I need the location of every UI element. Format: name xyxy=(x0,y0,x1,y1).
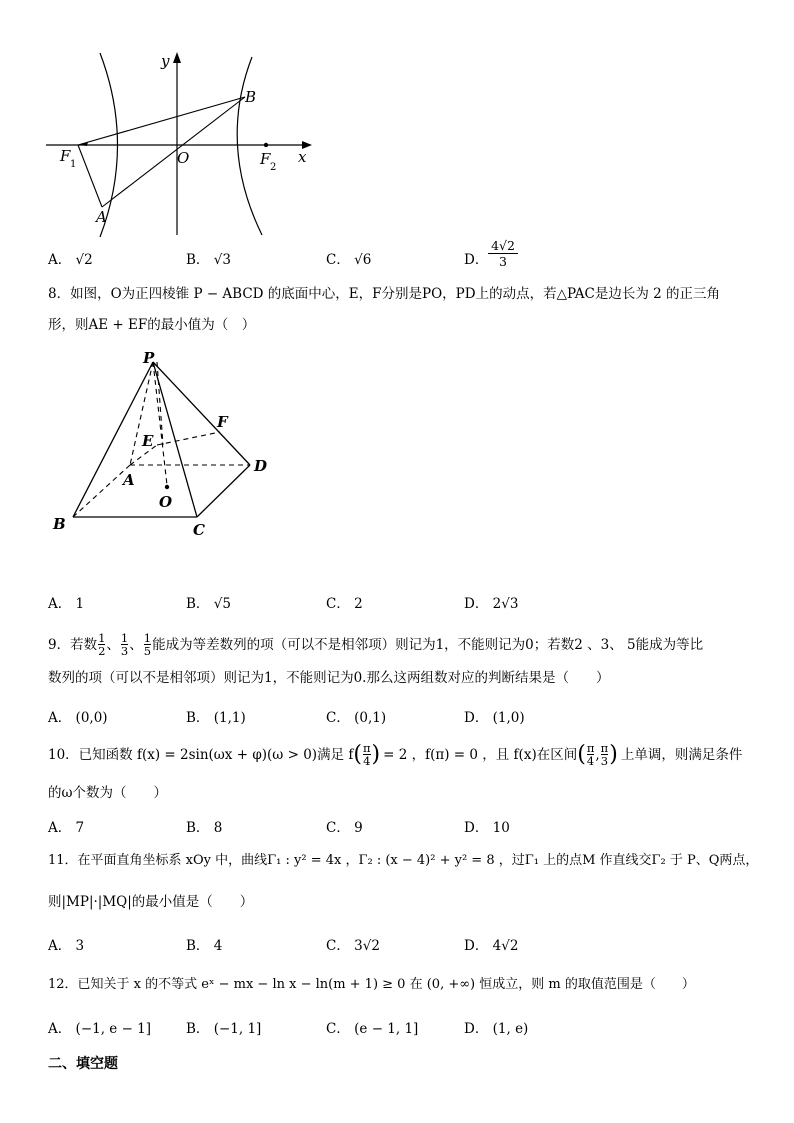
q11-stem-line2: 则|MP|·|MQ|的最小值是（ ） xyxy=(48,894,254,910)
q11-option-b: B． 4 xyxy=(186,938,223,954)
center-o-label: O xyxy=(159,493,173,511)
q9-frac-2: 1 3 xyxy=(120,631,129,658)
q10-stem-line1: 10．已知函数 f(x) = 2sin(ωx + φ)(ω > 0)满足 f ( π 4 ) = 2 ，f(π) = 0 ，且 f(x)在区间 ( π 4 , π 3 ) 上单调，则满足条件 xyxy=(48,741,743,768)
vertex-b-label: B xyxy=(53,515,66,533)
q9-option-a: A． (0,0) xyxy=(48,710,108,726)
q12-option-b: B． (−1, 1] xyxy=(186,1021,262,1037)
q11-option-a: A． 3 xyxy=(48,938,85,954)
hyperbola-figure xyxy=(40,45,330,240)
focus-f2-label: F xyxy=(260,150,271,168)
q10-option-a: A． 7 xyxy=(48,820,85,836)
q10-frac-pi-4: π 4 xyxy=(362,741,371,768)
q10-frac-pi-3: π 3 xyxy=(600,741,609,768)
point-e-label: E xyxy=(142,432,154,450)
q10-stem-line2: 的ω个数为（ ） xyxy=(48,785,168,801)
q9-frac-3: 1 5 xyxy=(143,631,152,658)
q11-option-c: C． 3√2 xyxy=(326,938,380,954)
x-axis-label: x xyxy=(298,148,307,166)
q7-option-b: B． √3 xyxy=(186,252,231,268)
q10-frac-pi-4b: π 4 xyxy=(586,741,595,768)
origin-label: O xyxy=(177,149,190,167)
q9-option-b: B． (1,1) xyxy=(186,710,246,726)
q8-stem-line1: 8．如图，O为正四棱锥 P − ABCD 的底面中心，E，F分别是PO，PD上的动点，若△PAC是边长为 2 的正三角 xyxy=(48,286,721,302)
q7-option-a: A． √2 xyxy=(48,252,93,268)
q9-option-d: D． (1,0) xyxy=(464,710,525,726)
focus-f1-label: F xyxy=(60,147,71,165)
point-f-label: F xyxy=(217,413,228,431)
q12-option-a: A． (−1, e − 1] xyxy=(48,1021,152,1037)
q12-option-c: C． (e − 1, 1] xyxy=(326,1021,419,1037)
point-b-label: B xyxy=(245,88,257,106)
q10-option-d: D． 10 xyxy=(464,820,510,836)
q11-option-d: D． 4√2 xyxy=(464,938,519,954)
vertex-a-label: A xyxy=(123,471,135,489)
q7-option-d: D． xyxy=(464,252,489,268)
q8-stem-line2: 形，则AE + EF的最小值为（ ） xyxy=(48,317,256,333)
point-a-label: A xyxy=(96,208,107,226)
q8-option-d: D． 2√3 xyxy=(464,596,519,612)
q8-option-a: A． 1 xyxy=(48,596,85,612)
focus-f2-sub: 2 xyxy=(270,162,277,173)
q9-stem-line2: 数列的项（可以不是相邻项）则记为1，不能则记为0.那么这两组数对应的判断结果是（ ） xyxy=(48,670,610,686)
q9-option-c: C． (0,1) xyxy=(326,710,387,726)
pyramid-figure xyxy=(45,345,285,545)
q7-option-c: C． √6 xyxy=(326,252,372,268)
vertex-p-label: P xyxy=(143,349,155,367)
vertex-c-label: C xyxy=(193,521,205,539)
q12-stem-line1: 12．已知关于 x 的不等式 eˣ − mx − ln x − ln(m + 1) ≥ 0 在 (0, +∞) 恒成立，则 m 的取值范围是（ ） xyxy=(48,977,695,992)
q12-option-d: D． (1, e) xyxy=(464,1021,529,1037)
vertex-d-label: D xyxy=(254,457,268,475)
focus-f1-sub: 1 xyxy=(70,159,77,170)
y-axis-label: y xyxy=(161,52,170,70)
q7-option-d-fraction: 4√2 3 xyxy=(488,238,518,269)
q8-option-b: B． √5 xyxy=(186,596,231,612)
q8-option-c: C． 2 xyxy=(326,596,363,612)
q9-stem-line1: 9．若数 1 2 、 1 3 、 1 5 能成为等差数列的项（可以不是相邻项）则记为1，不能则记为0；若数2 、3、 5能成为等比 xyxy=(48,631,704,658)
section-fill-in-title: 二、填空题 xyxy=(48,1056,118,1072)
q10-option-b: B． 8 xyxy=(186,820,223,836)
q11-stem-line1: 11．在平面直角坐标系 xOy 中，曲线Γ₁ : y² = 4x ，Γ₂ : (x − 4)² + y² = 8 ，过Γ₁ 上的点M 作直线交Γ₂ 于 P、Q两点， xyxy=(48,853,759,868)
q10-option-c: C． 9 xyxy=(326,820,363,836)
q9-frac-1: 1 2 xyxy=(98,631,106,658)
